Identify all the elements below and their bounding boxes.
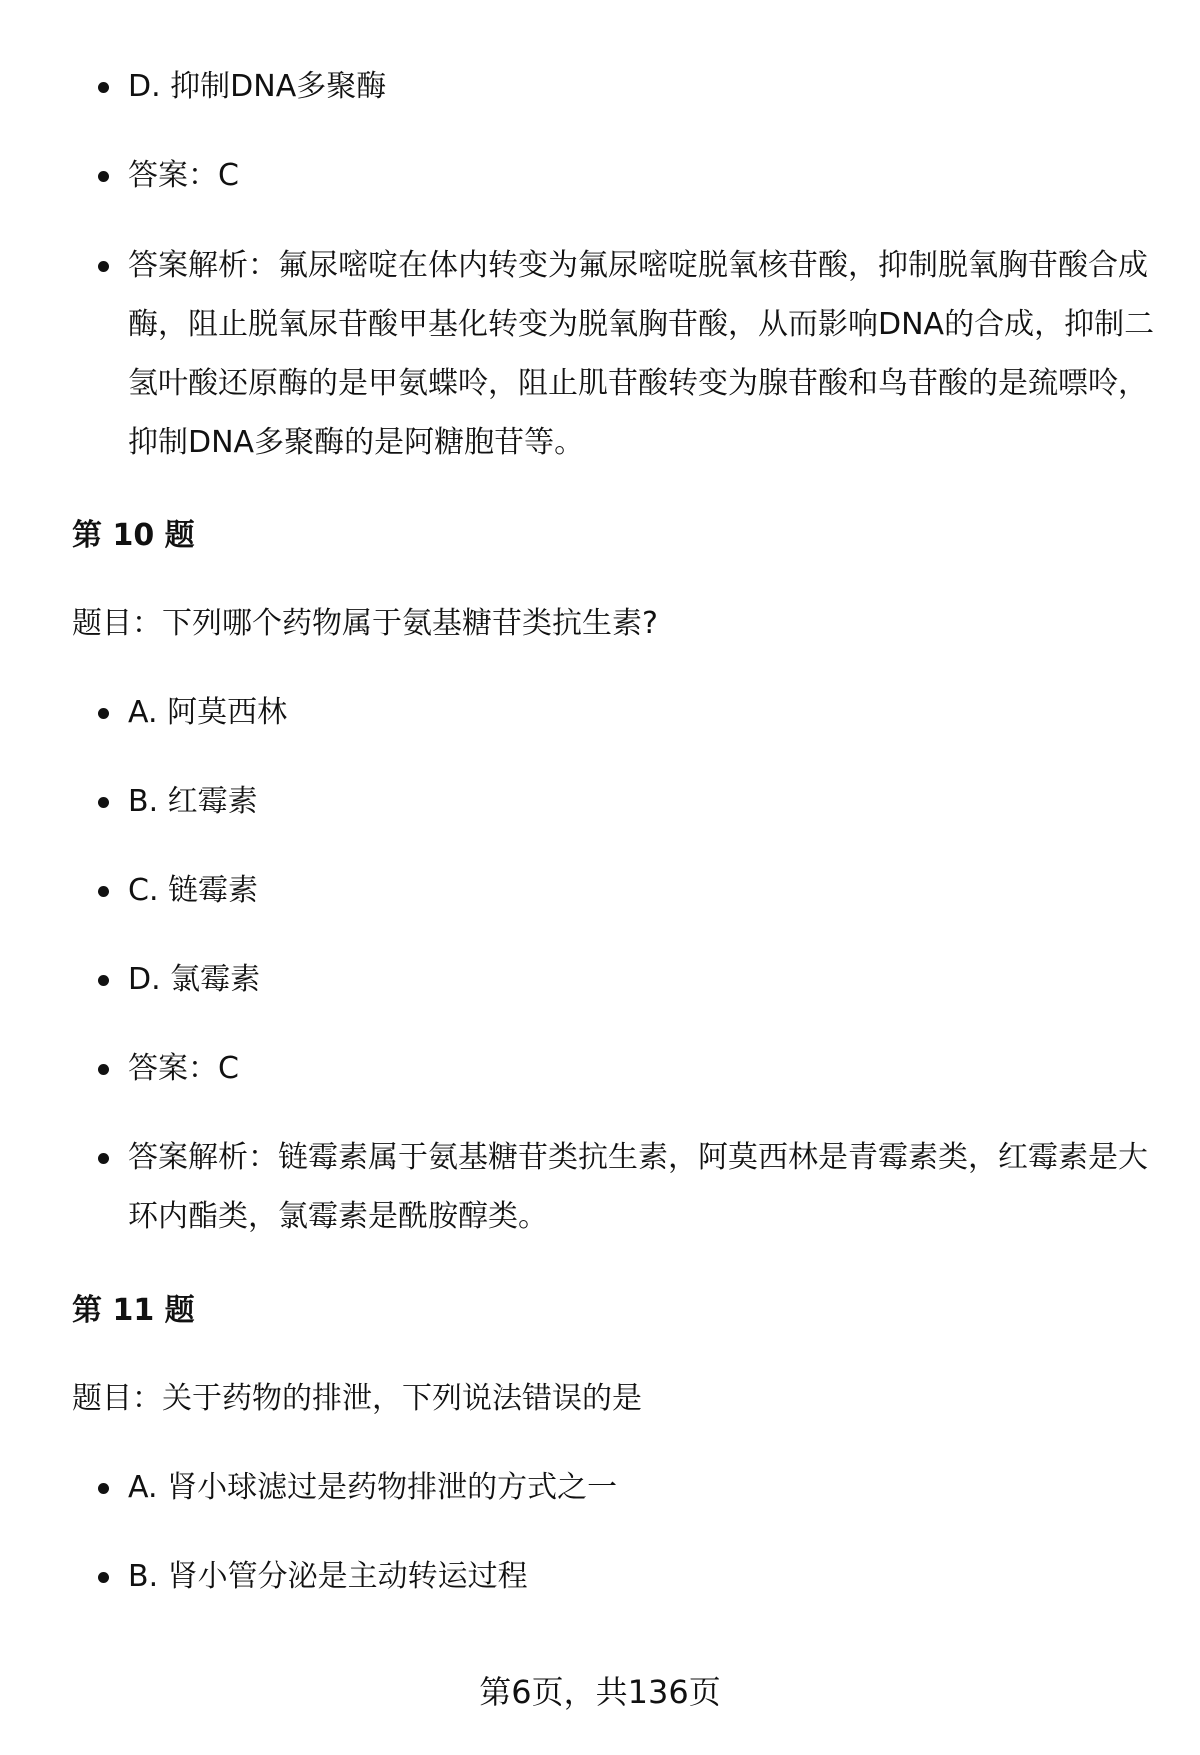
page-footer	[0, 1672, 1200, 1712]
question-11-option-a-block	[0, 1458, 1200, 1518]
answer: 答案：C	[0, 146, 1200, 206]
question-11-stem: 题目：关于药物的排泄，下列说法错误的是	[72, 1381, 642, 1416]
option-d: D. 抑制DNA多聚酶	[0, 57, 1200, 117]
question-10-option-c-block	[0, 861, 1200, 921]
question-10-heading: 第 10 题	[72, 518, 195, 553]
option-a: A. 肾小球滤过是药物排泄的方式之一	[0, 1458, 1200, 1518]
option-a: A. 阿莫西林	[0, 683, 1200, 743]
question-9-list	[0, 57, 1200, 117]
answer: 答案：C	[0, 1039, 1200, 1099]
question-11-options-list-b	[0, 1547, 1200, 1607]
question-10-explanation-block	[0, 1128, 1200, 1246]
question-9-answer-list	[0, 146, 1200, 206]
question-10-option-d-block	[0, 950, 1200, 1010]
question-9-tail	[0, 57, 1200, 117]
question-11-option-b-block	[0, 1547, 1200, 1607]
question-10-stem: 题目：下列哪个药物属于氨基糖苷类抗生素?	[72, 606, 658, 641]
question-9-explanation-list	[0, 236, 1200, 472]
question-10-answer-block	[0, 1039, 1200, 1099]
question-9-answer-block	[0, 146, 1200, 206]
option-b: B. 肾小管分泌是主动转运过程	[0, 1547, 1200, 1607]
option-b: B. 红霉素	[0, 772, 1200, 832]
question-11-heading: 第 11 题	[72, 1293, 195, 1328]
question-10-options-list-c	[0, 861, 1200, 921]
question-11-options-list-a	[0, 1458, 1200, 1518]
question-9-explanation-block	[0, 236, 1200, 472]
answer-explanation: 答案解析：氟尿嘧啶在体内转变为氟尿嘧啶脱氧核苷酸，抑制脱氧胸苷酸合成酶，阻止脱氧尿苷酸甲基化转变为脱氧胸苷酸，从而影响DNA的合成，抑制二氢叶酸还原酶的是甲氨蝶呤，阻止肌苷酸转变为腺苷酸和鸟苷酸的是巯嘌呤，抑制DNA多聚酶的是阿糖胞苷等。	[0, 236, 1200, 472]
question-10-options-list-d	[0, 950, 1200, 1010]
question-10-option-b-block	[0, 772, 1200, 832]
page-number-label: 第6页，共136页	[479, 1673, 721, 1711]
option-d: D. 氯霉素	[0, 950, 1200, 1010]
question-10-options-list-b	[0, 772, 1200, 832]
question-10-option-a-block	[0, 683, 1200, 743]
question-10-explanation-list	[0, 1128, 1200, 1246]
question-10-options-list-a	[0, 683, 1200, 743]
answer-explanation: 答案解析：链霉素属于氨基糖苷类抗生素，阿莫西林是青霉素类，红霉素是大环内酯类，氯霉素是酰胺醇类。	[0, 1128, 1200, 1246]
question-10-answer-list	[0, 1039, 1200, 1099]
option-c: C. 链霉素	[0, 861, 1200, 921]
